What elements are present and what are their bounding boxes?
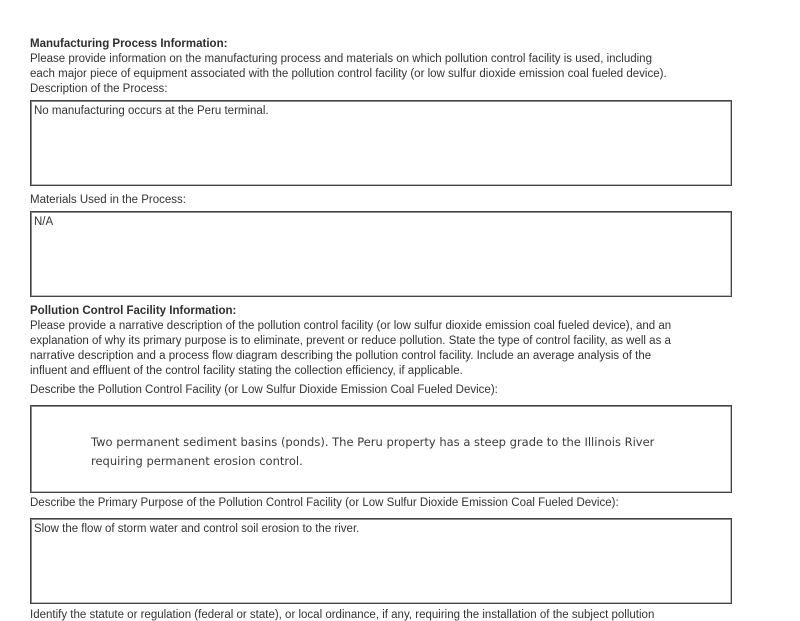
materials-label: Materials Used in the Process: — [30, 194, 186, 206]
pollution-heading: Pollution Control Facility Information: — [30, 305, 237, 317]
process-description-field[interactable] — [30, 100, 732, 186]
statute-label: Identify the statute or regulation (federal or state), or local ordinance, if any, requiring the installation of the subject pollution — [30, 609, 655, 621]
primary-purpose-value: Slow the flow of storm water and control soil erosion to the river. — [34, 523, 360, 535]
pollution-intro-line: explanation of why its primary purpose is to eliminate, prevent or reduce pollution. State the type of control facility, as well as a — [30, 335, 671, 347]
pollution-intro-line: Please provide a narrative description of the pollution control facility (or low sulfur dioxide emission coal fueled device), and an — [30, 320, 672, 332]
materials-field[interactable] — [30, 211, 732, 297]
pollution-intro-line: narrative description and a process flow diagram describing the pollution control facility. Include an average analysis of the — [30, 350, 652, 362]
manufacturing-heading: Manufacturing Process Information: — [30, 38, 228, 50]
primary-purpose-label: Describe the Primary Purpose of the Pollution Control Facility (or Low Sulfur Dioxide Emission Coal Fueled Device): — [30, 497, 619, 509]
primary-purpose-field[interactable] — [30, 518, 732, 604]
process-description-value: No manufacturing occurs at the Peru terminal. — [34, 105, 269, 117]
describe-facility-value-line: Two permanent sediment basins (ponds). The Peru property has a steep grade to the Illinois River — [91, 435, 655, 449]
describe-facility-field[interactable] — [30, 405, 732, 493]
materials-value: N/A — [34, 216, 54, 228]
pollution-intro-line: influent and effluent of the control facility stating the collection efficiency, if applicable. — [30, 365, 463, 377]
describe-facility-label: Describe the Pollution Control Facility (or Low Sulfur Dioxide Emission Coal Fueled Device): — [30, 384, 498, 396]
manufacturing-intro-line: each major piece of equipment associated with the pollution control facility (or low sulfur dioxide emission coal fueled device). — [30, 68, 667, 80]
process-description-label: Description of the Process: — [30, 83, 168, 95]
describe-facility-value-line: requiring permanent erosion control. — [91, 454, 303, 468]
manufacturing-intro-line: Please provide information on the manufacturing process and materials on which pollution control facility is used, including — [30, 53, 652, 65]
